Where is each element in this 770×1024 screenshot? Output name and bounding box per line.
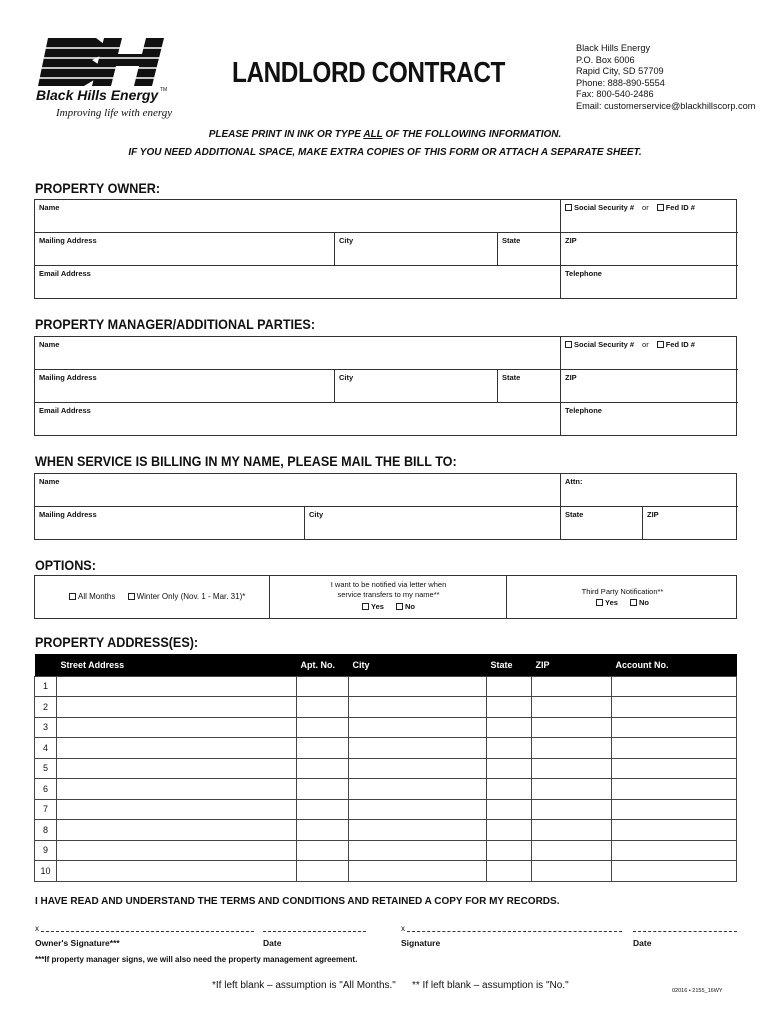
state-cell[interactable]	[487, 861, 532, 882]
owner-email-field[interactable]: Email Address	[35, 266, 561, 299]
owner-date-label: Date	[263, 938, 282, 948]
manager-fedid-checkbox[interactable]	[657, 341, 664, 348]
signature-label: Signature	[401, 938, 441, 948]
owner-signature-line[interactable]	[41, 931, 254, 932]
table-row	[35, 820, 737, 841]
street-address-cell[interactable]	[57, 861, 297, 882]
zip-cell[interactable]	[532, 799, 612, 820]
street-address-cell[interactable]	[57, 779, 297, 800]
apt-no-cell[interactable]	[297, 779, 349, 800]
table-row	[35, 861, 737, 882]
table-row	[35, 779, 737, 800]
footnote: ***If property manager signs, we will also need the property management agreement.	[35, 955, 358, 964]
instruction-line-1: PLEASE PRINT IN INK OR TYPE ALL OF THE FOLLOWING INFORMATION.	[208, 129, 562, 140]
contact-block: Black Hills Energy P.O. Box 6006 Rapid City, SD 57709 Phone: 888-890-5554 Fax: 800-540-2486 Email: customerservice@blackhillscorp.com	[576, 43, 756, 111]
billing-attn-field[interactable]: Attn:	[561, 474, 738, 507]
notify-option: I want to be notified via letter when service transfers to my name** Yes No	[270, 576, 507, 618]
section-property-addresses: PROPERTY ADDRESS(ES):	[35, 634, 199, 650]
default-months-note: *If left blank – assumption is "All Months."	[212, 980, 396, 991]
apt-no-cell[interactable]	[297, 676, 349, 697]
manager-form-box	[34, 336, 737, 436]
months-option: All Months Winter Only (Nov. 1 - Mar. 31)*	[35, 576, 270, 618]
billing-zip-field[interactable]: ZIP	[647, 510, 659, 519]
street-address-cell[interactable]	[57, 799, 297, 820]
row-number: 7	[35, 799, 57, 820]
owner-state-field[interactable]: State	[498, 233, 561, 266]
state-cell[interactable]	[487, 840, 532, 861]
city-cell[interactable]	[349, 861, 487, 882]
account-no-cell[interactable]	[612, 697, 737, 718]
owner-date-line[interactable]	[263, 931, 366, 932]
owner-ssn-checkbox[interactable]	[565, 204, 572, 211]
section-property-manager: PROPERTY MANAGER/ADDITIONAL PARTIES:	[35, 316, 316, 332]
state-cell[interactable]	[487, 697, 532, 718]
instruction-line-2: IF YOU NEED ADDITIONAL SPACE, MAKE EXTRA COPIES OF THIS FORM OR ATTACH A SEPARATE SHEET.	[128, 147, 642, 158]
state-cell[interactable]	[487, 779, 532, 800]
zip-cell[interactable]	[532, 717, 612, 738]
terms-statement: I HAVE READ AND UNDERSTAND THE TERMS AND CONDITIONS AND RETAINED A COPY FOR MY RECORDS.	[35, 896, 560, 907]
city-cell[interactable]	[349, 717, 487, 738]
options-box	[34, 575, 737, 619]
table-header-row	[35, 654, 737, 676]
manager-email-field[interactable]: Email Address	[35, 403, 561, 436]
billing-name-field[interactable]: Name	[35, 474, 561, 507]
section-property-owner: PROPERTY OWNER:	[35, 180, 161, 196]
row-number: 4	[35, 738, 57, 759]
col-account-no: Account No.	[612, 654, 737, 676]
contact-email: Email: customerservice@blackhillscorp.com	[576, 100, 756, 111]
zip-cell[interactable]	[532, 861, 612, 882]
owner-fedid-checkbox[interactable]	[657, 204, 664, 211]
account-no-cell[interactable]	[612, 758, 737, 779]
street-address-cell[interactable]	[57, 697, 297, 718]
row-number: 1	[35, 676, 57, 697]
zip-cell[interactable]	[532, 820, 612, 841]
manager-state-field[interactable]: State	[498, 370, 561, 403]
winter-only-checkbox[interactable]	[128, 593, 135, 600]
row-number: 8	[35, 820, 57, 841]
table-row	[35, 738, 737, 759]
col-state: State	[487, 654, 532, 676]
company-logo	[34, 34, 174, 124]
manager-zip-field[interactable]: ZIP	[561, 370, 738, 403]
notify-yes-checkbox[interactable]	[362, 603, 369, 610]
row-number: 3	[35, 717, 57, 738]
manager-mailing-field[interactable]: Mailing Address	[35, 370, 335, 403]
col-city: City	[349, 654, 487, 676]
state-cell[interactable]	[487, 799, 532, 820]
street-address-cell[interactable]	[57, 738, 297, 759]
street-address-cell[interactable]	[57, 717, 297, 738]
section-options: OPTIONS:	[35, 557, 96, 573]
state-cell[interactable]	[487, 676, 532, 697]
table-row	[35, 758, 737, 779]
owner-form-box	[34, 199, 737, 299]
billing-city-field[interactable]: City	[305, 507, 561, 540]
state-cell[interactable]	[487, 738, 532, 759]
billing-mailing-field[interactable]: Mailing Address	[35, 507, 305, 540]
col-apt-no: Apt. No.	[297, 654, 349, 676]
city-cell[interactable]	[349, 779, 487, 800]
apt-no-cell[interactable]	[297, 861, 349, 882]
property-address-table	[34, 654, 737, 882]
street-address-cell[interactable]	[57, 840, 297, 861]
account-no-cell[interactable]	[612, 799, 737, 820]
manager-ssn-checkbox[interactable]	[565, 341, 572, 348]
form-code: 02016 • 2155_16WY	[672, 988, 723, 994]
col-zip: ZIP	[532, 654, 612, 676]
second-date-line[interactable]	[633, 931, 737, 932]
table-row	[35, 799, 737, 820]
street-address-cell[interactable]	[57, 758, 297, 779]
manager-city-field[interactable]: City	[335, 370, 498, 403]
apt-no-cell[interactable]	[297, 738, 349, 759]
third-party-option: Third Party Notification** Yes No	[581, 587, 664, 607]
second-signature-line[interactable]	[407, 931, 622, 932]
logo-company-name: Black Hills Energy	[36, 87, 159, 103]
col-street-address: Street Address	[57, 654, 297, 676]
account-no-cell[interactable]	[612, 779, 737, 800]
zip-cell[interactable]	[532, 738, 612, 759]
zip-cell[interactable]	[532, 758, 612, 779]
zip-cell[interactable]	[532, 840, 612, 861]
owner-zip-field[interactable]: ZIP	[561, 233, 738, 266]
table-row	[35, 697, 737, 718]
state-cell[interactable]	[487, 717, 532, 738]
billing-form-box	[34, 473, 737, 540]
default-notify-note: ** If left blank – assumption is "No."	[412, 980, 569, 991]
table-row	[35, 717, 737, 738]
city-cell[interactable]	[349, 738, 487, 759]
owner-telephone-field[interactable]: Telephone	[565, 269, 602, 278]
row-number: 5	[35, 758, 57, 779]
table-row	[35, 676, 737, 697]
city-cell[interactable]	[349, 820, 487, 841]
owner-city-field[interactable]: City	[335, 233, 498, 266]
city-cell[interactable]	[349, 697, 487, 718]
manager-telephone-field[interactable]: Telephone	[565, 406, 602, 415]
third-party-no-checkbox[interactable]	[630, 599, 637, 606]
account-no-cell[interactable]	[612, 738, 737, 759]
manager-id-type[interactable]: Social Security # or Fed ID #	[561, 337, 738, 370]
apt-no-cell[interactable]	[297, 758, 349, 779]
account-no-cell[interactable]	[612, 717, 737, 738]
row-number: 9	[35, 840, 57, 861]
bh-logo-mark	[34, 34, 174, 124]
apt-no-cell[interactable]	[297, 697, 349, 718]
third-party-yes-checkbox[interactable]	[596, 599, 603, 606]
date-label: Date	[633, 938, 652, 948]
apt-no-cell[interactable]	[297, 840, 349, 861]
apt-no-cell[interactable]	[297, 799, 349, 820]
logo-tagline: Improving life with energy	[56, 107, 173, 119]
billing-state-field[interactable]: State	[561, 507, 643, 540]
owner-name-field[interactable]: Name	[35, 200, 561, 233]
city-cell[interactable]	[349, 799, 487, 820]
state-cell[interactable]	[487, 758, 532, 779]
city-cell[interactable]	[349, 758, 487, 779]
owner-id-type[interactable]: Social Security # or Fed ID #	[561, 200, 738, 233]
street-address-cell[interactable]	[57, 676, 297, 697]
apt-no-cell[interactable]	[297, 820, 349, 841]
row-number: 10	[35, 861, 57, 882]
zip-cell[interactable]	[532, 779, 612, 800]
zip-cell[interactable]	[532, 676, 612, 697]
row-number: 6	[35, 779, 57, 800]
table-row	[35, 840, 737, 861]
account-no-cell[interactable]	[612, 676, 737, 697]
zip-cell[interactable]	[532, 697, 612, 718]
notify-no-checkbox[interactable]	[396, 603, 403, 610]
account-no-cell[interactable]	[612, 840, 737, 861]
all-months-checkbox[interactable]	[69, 593, 76, 600]
state-cell[interactable]	[487, 820, 532, 841]
manager-name-field[interactable]: Name	[35, 337, 561, 370]
city-cell[interactable]	[349, 840, 487, 861]
section-billing: WHEN SERVICE IS BILLING IN MY NAME, PLEASE MAIL THE BILL TO:	[35, 453, 457, 469]
apt-no-cell[interactable]	[297, 717, 349, 738]
account-no-cell[interactable]	[612, 861, 737, 882]
street-address-cell[interactable]	[57, 820, 297, 841]
city-cell[interactable]	[349, 676, 487, 697]
account-no-cell[interactable]	[612, 820, 737, 841]
owner-mailing-field[interactable]: Mailing Address	[35, 233, 335, 266]
row-number: 2	[35, 697, 57, 718]
svg-text:TM: TM	[160, 87, 168, 93]
owner-signature-label: Owner's Signature***	[35, 938, 120, 948]
page-title: LANDLORD CONTRACT	[232, 57, 505, 89]
